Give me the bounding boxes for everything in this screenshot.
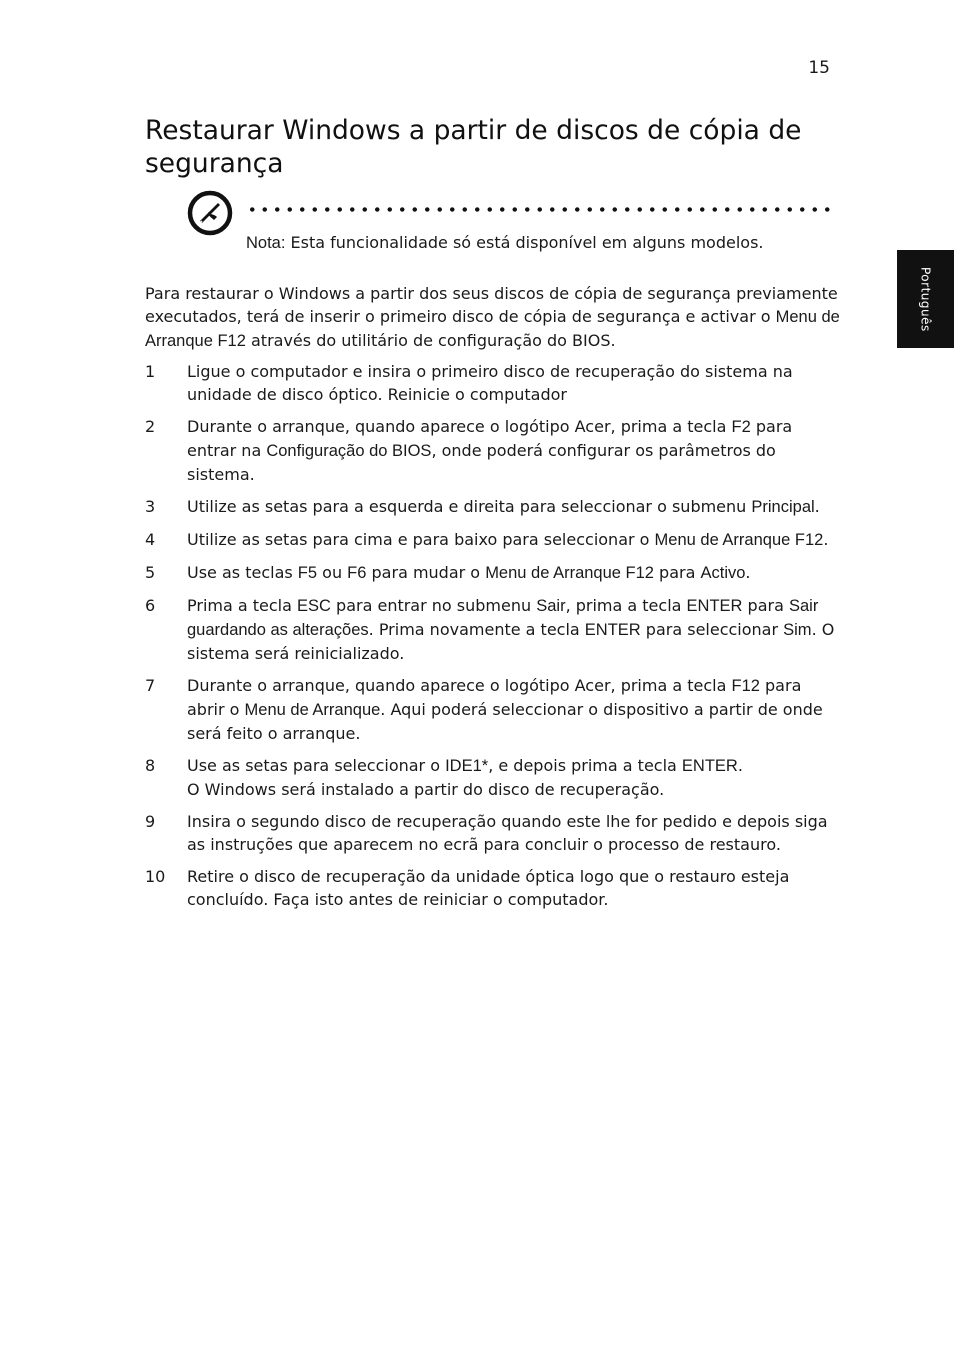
step-number: 10 — [145, 867, 166, 886]
note — [246, 231, 846, 255]
step-number: 5 — [145, 563, 156, 582]
keyword: Configuração do BIOS — [266, 442, 432, 460]
keyword: Menu de Arranque F12 — [485, 564, 654, 582]
keyword: Activo — [700, 564, 746, 582]
keyword: Sair — [536, 597, 566, 615]
list-item: 6 Prima a tecla ESC para entrar no submenu Sair, prima a tecla ENTER para Sair guardando as alterações. Prima novamente a tecla ENTER para seleccionar Sim. O sistema será reinicializado. — [145, 596, 835, 663]
note-body: Esta funcionalidade só está disponível em alguns modelos. — [285, 233, 764, 252]
step-number: 9 — [145, 812, 156, 831]
list-item: 4 Utilize as setas para cima e para baixo para seleccionar o Menu de Arranque F12. — [145, 530, 829, 549]
page-number: 15 — [808, 58, 830, 78]
keyword: ESC — [297, 597, 331, 615]
step-number: 1 — [145, 362, 156, 381]
keyword: ENTER — [584, 621, 641, 639]
step-number: 8 — [145, 756, 156, 775]
keyword: Sair guardando as alterações — [187, 597, 819, 639]
keyword: Sim — [783, 621, 812, 639]
list-item: 1 Ligue o computador e insira o primeiro disco de recuperação do sistema na unidade de disco óptico. Reinicie o computador — [145, 362, 793, 404]
list-item: 2 Durante o arranque, quando aparece o logótipo Acer, prima a tecla F2 para entrar na Configuração do BIOS, onde poderá configurar os parâmetros do sistema. — [145, 417, 793, 484]
step-number: 6 — [145, 596, 156, 615]
language-tab-label: Português — [918, 266, 933, 332]
list-item: 7 Durante o arranque, quando aparece o logótipo Acer, prima a tecla F12 para abrir o Menu de Arranque. Aqui poderá seleccionar o dispositivo a partir de onde será feito o arranque. — [145, 676, 823, 743]
page-title: Restaurar Windows a partir de discos de cópia de segurança — [145, 115, 802, 179]
note-divider — [246, 207, 832, 212]
keyword: Menu de Arranque F12 — [145, 308, 840, 350]
keyword: F5 — [297, 564, 318, 582]
step-number: 4 — [145, 530, 156, 549]
list-item: 9 Insira o segundo disco de recuperação quando este lhe for pedido e depois siga as instruções que aparecem no ecrã para concluir o processo de restauro. — [145, 812, 828, 854]
list-item: 3 Utilize as setas para a esquerda e direita para seleccionar o submenu Principal. — [145, 497, 820, 516]
step-number: 3 — [145, 497, 156, 516]
keyword: F6 — [347, 564, 367, 582]
note-label: Nota: — [246, 234, 286, 252]
list-item: 8 Use as setas para seleccionar o IDE1*, e depois prima a tecla ENTER. O Windows será instalado a partir do disco de recuperação. — [145, 756, 743, 799]
keyword: Menu de Arranque — [244, 701, 381, 719]
step-number: 7 — [145, 676, 156, 695]
keyword: ENTER — [681, 757, 738, 775]
steps-list — [145, 360, 840, 920]
keyword: Menu de Arranque F12 — [654, 531, 824, 549]
intro-paragraph: Para restaurar o Windows a partir dos seus discos de cópia de segurança previamente executados, terá de inserir o primeiro disco de cópia de segurança e activar o Menu de Arranque F12 através do utilitário de configuração do BIOS. — [145, 284, 840, 350]
language-tab — [897, 250, 954, 348]
list-item: 5 Use as teclas F5 ou F6 para mudar o Menu de Arranque F12 para Activo. — [145, 563, 751, 582]
step-number: 2 — [145, 417, 156, 436]
keyword: ENTER — [686, 597, 743, 615]
keyword: F2 — [731, 418, 751, 436]
keyword: Principal — [751, 498, 815, 516]
keyword: F12 — [731, 677, 760, 695]
list-item: 10 Retire o disco de recuperação da unidade óptica logo que o restauro esteja concluído. Faça isto antes de reiniciar o computador. — [145, 867, 790, 909]
note-pen-icon — [187, 190, 233, 236]
keyword: IDE1* — [445, 757, 489, 775]
